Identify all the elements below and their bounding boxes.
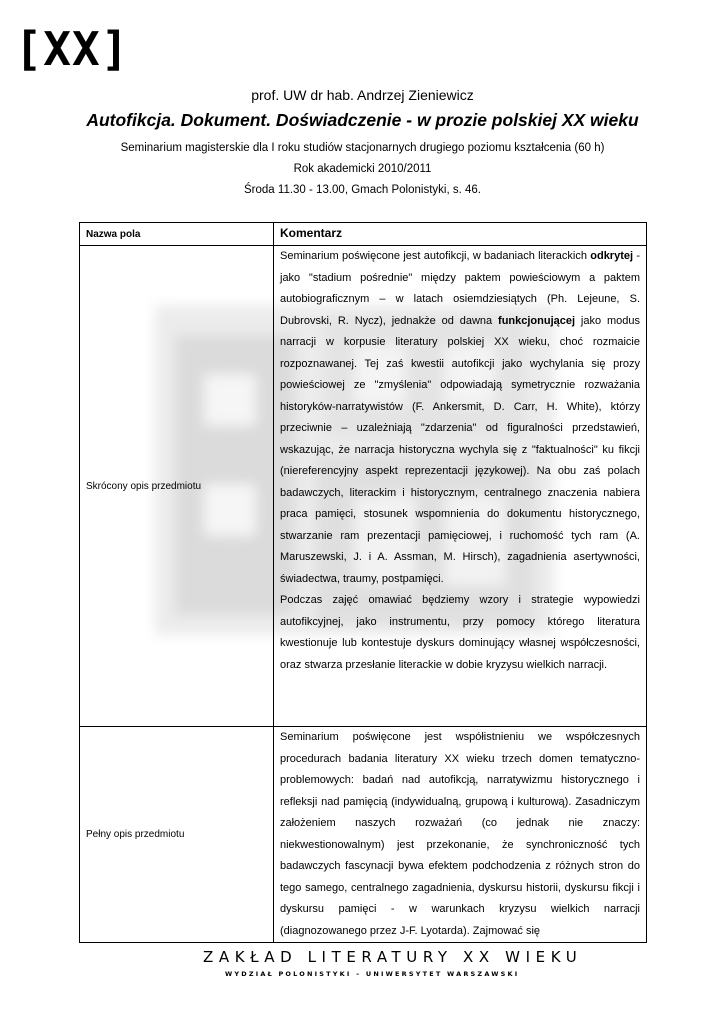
emphasis-functioning: funkcjonującej <box>498 314 576 327</box>
table-row <box>80 246 647 727</box>
author-line: prof. UW dr hab. Andrzej Zieniewicz <box>251 87 474 103</box>
row-label-short-description: Skrócony opis przedmiotu <box>80 246 274 727</box>
department-logo <box>12 20 132 78</box>
emphasis-discovered: odkrytej <box>590 250 634 262</box>
document-title: Autofikcja. Dokument. Doświadczenie - w prozie polskiej XX wieku <box>86 110 639 130</box>
footer-department-name: ZAKŁAD LITERATURY XX WIEKU <box>203 948 583 966</box>
table-header-row <box>80 223 647 246</box>
course-info-table <box>79 222 647 943</box>
footer-faculty-name: WYDZIAŁ POLONISTYKI – UNIWERSYTET WARSZAWSKI <box>225 970 520 978</box>
full-description-cell <box>274 727 647 943</box>
seminar-description: Seminarium magisterskie dla I roku studiów stacjonarnych drugiego poziomu kształcenia (60 h) <box>120 142 605 154</box>
table-row <box>80 727 647 943</box>
column-header-field-name: Nazwa pola <box>80 223 274 246</box>
full-description-paragraph: Seminarium poświęcone jest współistnieniu we współczesnych procedurach badania literatury XX wieku trzech domen tematyczno-problemowych: badań nad autofikcją, narratywizmu historycznego i refleksji nad pamięcią (indywidualną, grupową i kulturową). Zasadniczym założeniem naszych rozważań (co jednak nie znaczy: niekwestionowalnym) jest przekonanie, że synchroniczność tych badawczych fascynacji bywa efektem podchodzenia z różnych stron do tego samego, centralnego zagadnienia, dyskursu historii, dyskursu fikcji i dyskursu pamięci - w warunkach kryzysu wielkich narracji (diagnozowanego przez J-F. Lyotarda). Zajmować się <box>280 731 640 937</box>
logo-text: [XX] <box>14 22 130 76</box>
short-description-paragraph-2: Podczas zajęć omawiać będziemy wzory i strategie wypowiedzi autofikcyjnej, jako instrumentu, przy pomocy którego literatura kwestionuje lub kontestuje dyskurs dominujący własnej współczesności, oraz stwarza przesłanie literackie w dobie kryzysu wielkich narracji. <box>280 594 640 671</box>
footer <box>0 948 725 988</box>
schedule-line: Środa 11.30 - 13.00, Gmach Polonistyki, s. 46. <box>244 184 481 196</box>
short-description-paragraph-1: Seminarium poświęcone jest autofikcji, w badaniach literackich odkrytej - jako "stadium pośrednie" między paktem powieściowym a paktem autobiograficznym – w latach osiemdziesiątych (Ph. Lejeune, S. Dubrovski, R. Nycz), jednakże od dawna funkcjonującej jako modus narracji w korpusie literatury polskiej XX wieku, choć rozmaicie rozpoznawanej. Tej zaś kwestii autofikcji jako wychylania się prozy powieściowej ze "zmyślenia" odpowiadają symetrycznie rozważania historyków-narratywistów (F. Ankersmit, D. Carr, H. White), którzy przeciwnie – uzależniają "zdarzenia" od figuralności przedstawień, wskazując, że narracja historyczna wychyla się z "faktualności" ku fikcji (niereferencyjny aspekt reprezentacji językowej). Na obu zaś polach badawczych, literackim i historycznym, centralnego znaczenia nabiera praca pamięci, stosunek wspomnienia do dokumentu historycznego, stwarzanie ram prezentacji pamięciowej, i ruchomość tych ram (A. Maruszewski, J. i A. Assman, M. Hirsch), zagadnienia asertywności, świadectwa, traumy, postpamięci. <box>280 250 640 585</box>
row-label-full-description: Pełny opis przedmiotu <box>80 727 274 943</box>
academic-year: Rok akademicki 2010/2011 <box>293 163 432 175</box>
column-header-comment: Komentarz <box>274 223 647 246</box>
short-description-cell <box>274 246 647 727</box>
